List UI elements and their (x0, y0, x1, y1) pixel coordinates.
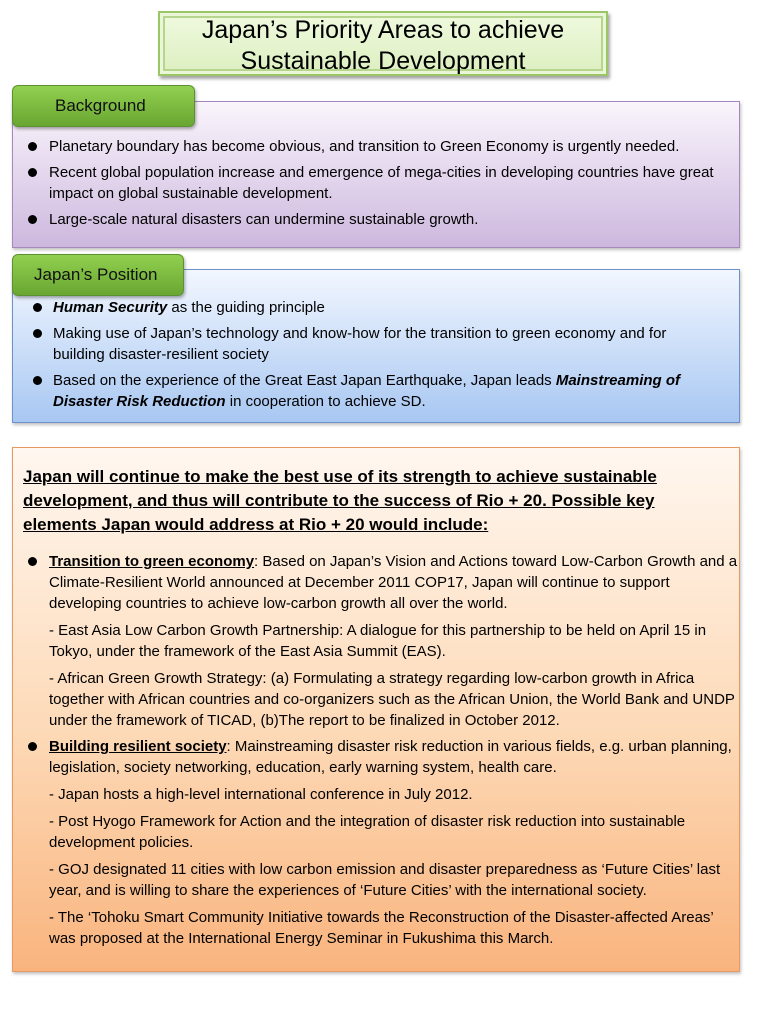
sub-item: - East Asia Low Carbon Growth Partnership: A dialogue for this partnership to be held on April 15 in Tokyo, under the framework of the East Asia Summit (EAS). (49, 622, 707, 660)
bullet-text: Planetary boundary has become obvious, and transition to Green Economy is urgently needed. (49, 138, 680, 155)
bullet-text: in cooperation to achieve SD. (225, 393, 426, 410)
bullet-icon (33, 303, 42, 312)
sub-item: - African Green Growth Strategy: (a) Formulating a strategy regarding low-carbon growth in Africa together with African countries and co-organizers such as the African Union, the World Bank and UNDP under the framework of TICAD, (b)The report to be finalized in October 2012. (49, 670, 735, 729)
human-security-term: Human Security (53, 299, 168, 316)
position-list (29, 297, 719, 417)
list-item-resilient-society (24, 736, 739, 949)
bullet-text: Large-scale natural disasters can undermine sustainable growth. (49, 211, 479, 228)
item-text: : Based on Japan’s Vision and Actions toward Low-Carbon Growth and a Climate-Resilient World announced at December 2011 COP17, Japan will continue to support developing countries to achieve low-carbon growth all over the world. (49, 553, 738, 612)
bullet-text: Making use of Japan’s technology and know-how for the transition to green economy and for building disaster-resilient society (53, 325, 667, 363)
background-tab: Background (12, 85, 195, 127)
item-heading: Transition to green economy (49, 553, 255, 570)
bullet-icon (28, 142, 37, 151)
intro-statement: Japan will continue to make the best use of its strength to achieve sustainable development, and thus will contribute to the success of Rio + 20. Possible key elements Japan would address at Rio + 20 would include: (23, 467, 657, 534)
bullet-icon (28, 168, 37, 177)
bullet-icon (28, 215, 37, 224)
key-elements-list (24, 551, 739, 949)
bullet-text: Based on the experience of the Great East Japan Earthquake, Japan leads (53, 372, 556, 389)
list-item (29, 323, 719, 365)
list-item-green-economy (24, 551, 739, 731)
background-list (24, 136, 724, 235)
title-line-1: Japan’s Priority Areas to achieve (201, 16, 565, 44)
list-item (24, 209, 724, 230)
bullet-icon (33, 376, 42, 385)
title-line-2: Sustainable Development (240, 47, 526, 75)
list-item (29, 370, 719, 412)
sub-item: - Post Hyogo Framework for Action and the integration of disaster risk reduction into sustainable development policies. (49, 813, 686, 851)
list-item (29, 297, 719, 318)
bullet-text: as the guiding principle (167, 299, 325, 316)
sub-item: - Japan hosts a high-level international conference in July 2012. (49, 786, 473, 803)
item-heading: Building resilient society (49, 738, 227, 755)
page-title (158, 11, 608, 76)
bullet-icon (33, 329, 42, 338)
mainstreaming-drr-term: Mainstreaming of Disaster Risk Reduction (53, 372, 681, 410)
list-item (24, 136, 724, 157)
bullet-icon (28, 742, 37, 751)
sub-item: - GOJ designated 11 cities with low carbon emission and disaster preparedness as ‘Future Cities’ last year, and is willing to share the experiences of ‘Future Cities’ with the international society. (49, 861, 721, 899)
item-text: : Mainstreaming disaster risk reduction in various fields, e.g. urban planning, legislation, society networking, education, early warning system, health care. (49, 738, 732, 776)
position-tab: Japan’s Position (12, 254, 184, 296)
sub-item: - The ‘Tohoku Smart Community Initiative towards the Reconstruction of the Disaster-affected Areas’ was proposed at the International Energy Seminar in Fukushima this March. (49, 909, 714, 947)
bullet-text: Recent global population increase and emergence of mega-cities in developing countries have great impact on global sustainable development. (49, 164, 714, 202)
list-item (24, 162, 724, 204)
bullet-icon (28, 557, 37, 566)
